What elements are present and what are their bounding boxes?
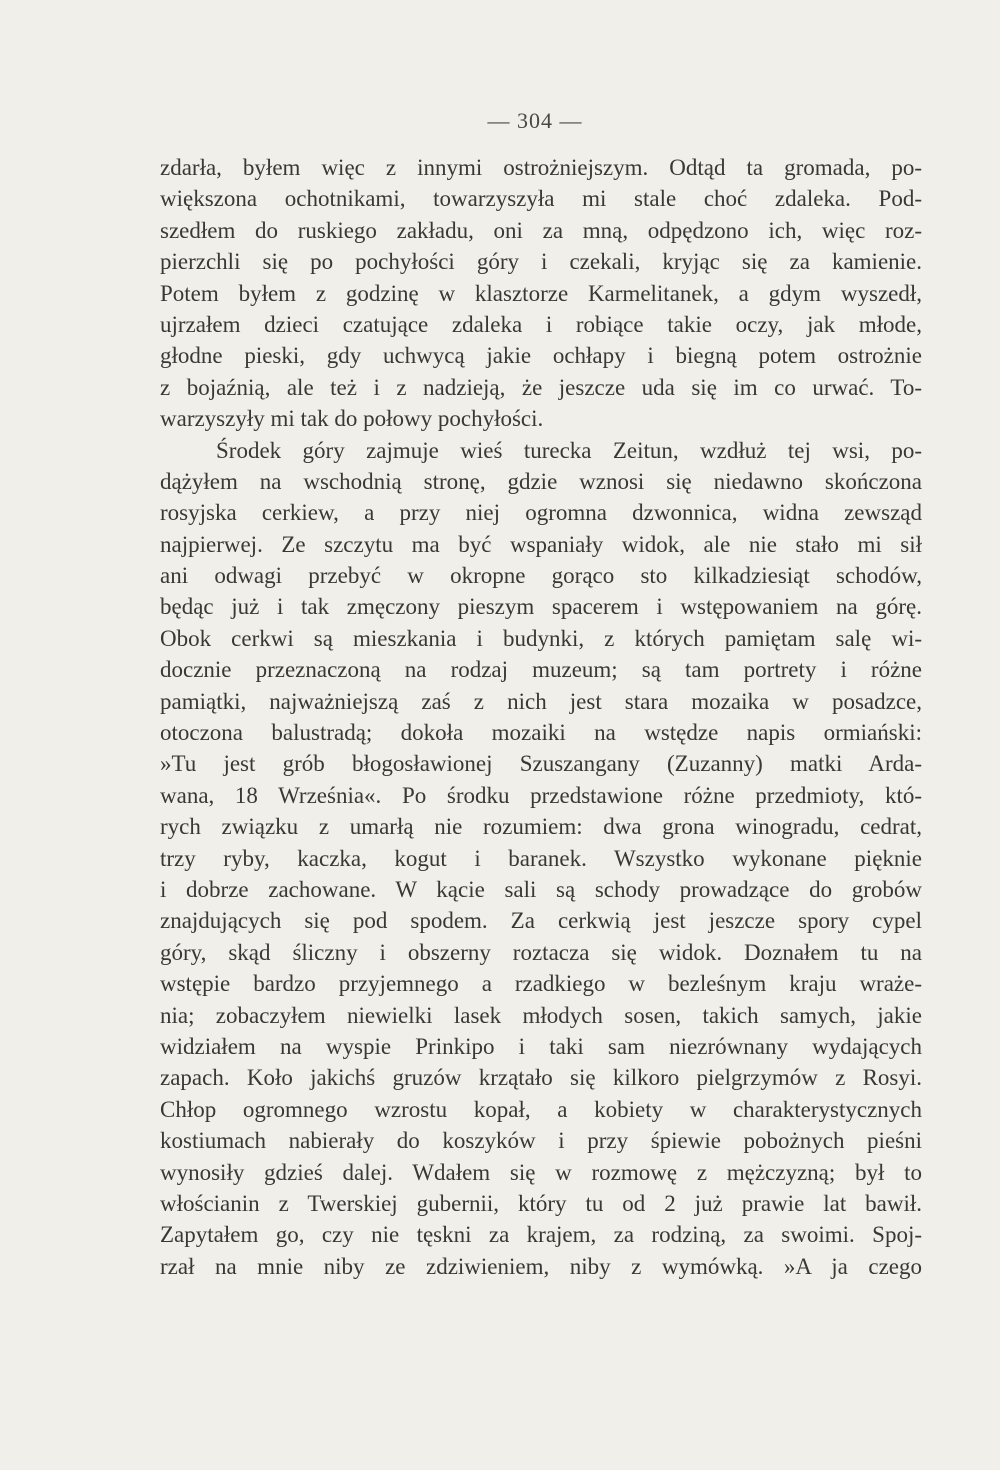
text-line: Obok cerkwi są mieszkania i budynki, z których pamiętam salę wi- — [160, 625, 922, 651]
text-line: ujrzałem dzieci czatujące zdaleka i robiące takie oczy, jak młode, — [160, 311, 922, 337]
text-line: dążyłem na wschodnią stronę, gdzie wznosi się niedawno skończona — [160, 468, 922, 494]
text-line: docznie przeznaczoną na rodzaj muzeum; są tam portrety i różne — [160, 657, 922, 683]
text-line: najpierwej. Ze szczytu ma być wspaniały widok, ale nie stało mi sił — [160, 531, 922, 557]
body-text — [160, 152, 922, 1282]
text-line: rosyjska cerkiew, a przy niej ogromna dzwonnica, widna zewsząd — [160, 500, 922, 526]
text-line: rzał na mnie niby ze zdziwieniem, niby z wymówką. »A ja czego — [160, 1253, 922, 1279]
text-line: »Tu jest grób błogosławionej Szuszangany (Zuzanny) matki Arda- — [160, 751, 922, 777]
text-line: Środek góry zajmuje wieś turecka Zeitun, wzdłuż tej wsi, po- — [216, 437, 922, 463]
text-line: góry, skąd śliczny i obszerny roztacza się widok. Doznałem tu na — [160, 939, 922, 965]
page-number: — 304 — — [487, 108, 583, 133]
text-line: znajdujących się pod spodem. Za cerkwią jest jeszcze spory cypel — [160, 908, 922, 934]
text-line: pierzchli się po pochyłości góry i czekali, kryjąc się za kamienie. — [160, 249, 922, 275]
text-line: wynosiły gdzieś dalej. Wdałem się w rozmowę z mężczyzną; był to — [160, 1159, 922, 1185]
text-line: Chłop ogromnego wzrostu kopał, a kobiety w charakterystycznych — [160, 1096, 922, 1122]
text-line: wana, 18 Września«. Po środku przedstawione różne przedmioty, któ- — [160, 782, 922, 808]
text-line: będąc już i tak zmęczony pieszym spacerem i wstępowaniem na górę. — [160, 594, 922, 620]
text-line: z bojaźnią, ale też i z nadzieją, że jeszcze uda się im co urwać. To- — [160, 374, 922, 400]
text-line: Zapytałem go, czy nie tęskni za krajem, za rodziną, za swoimi. Spoj- — [160, 1222, 922, 1248]
text-line: zdarła, byłem więc z innymi ostrożniejszym. Odtąd ta gromada, po- — [160, 155, 922, 180]
text-line: trzy ryby, kaczka, kogut i baranek. Wszystko wykonane pięknie — [160, 845, 922, 871]
text-line: szedłem do ruskiego zakładu, oni za mną, odpędzono ich, więc roz- — [160, 217, 922, 243]
text-line: ani odwagi przebyć w okropne gorąco sto kilkadziesiąt schodów, — [160, 563, 922, 589]
text-line: rych związku z umarłą nie rozumiem: dwa grona winogradu, cedrat, — [160, 814, 922, 840]
text-line: zapach. Koło jakichś gruzów krzątało się kilkoro pielgrzymów z Rosyi. — [160, 1065, 922, 1091]
text-line: Potem byłem z godzinę w klasztorze Karmelitanek, a gdym wyszedł, — [160, 280, 922, 306]
text-line: nia; zobaczyłem niewielki lasek młodych sosen, takich samych, jakie — [160, 1002, 922, 1028]
text-line: kostiumach nabierały do koszyków i przy śpiewie pobożnych pieśni — [160, 1128, 922, 1154]
text-line: pamiątki, najważniejszą zaś z nich jest stara mozaika w posadzce, — [160, 688, 922, 714]
text-line: otoczona balustradą; dokoła mozaiki na wstędze napis ormiański: — [160, 720, 922, 746]
text-line: głodne pieski, gdy uchwycą jakie ochłapy i biegną potem ostrożnie — [160, 343, 922, 369]
text-line: warzyszyły mi tak do połowy pochyłości. — [160, 406, 544, 432]
text-line: widziałem na wyspie Prinkipo i taki sam niezrównany wydających — [160, 1033, 922, 1059]
text-line: wstępie bardzo przyjemnego a rzadkiego w bezleśnym kraju wraże- — [160, 971, 922, 997]
text-line: większona ochotnikami, towarzyszyła mi stale choć zdaleka. Pod- — [160, 186, 922, 212]
text-line: i dobrze zachowane. W kącie sali są schody prowadzące do grobów — [160, 876, 922, 902]
text-line: włościanin z Twerskiej gubernii, który tu od 2 już prawie lat bawił. — [160, 1190, 922, 1216]
